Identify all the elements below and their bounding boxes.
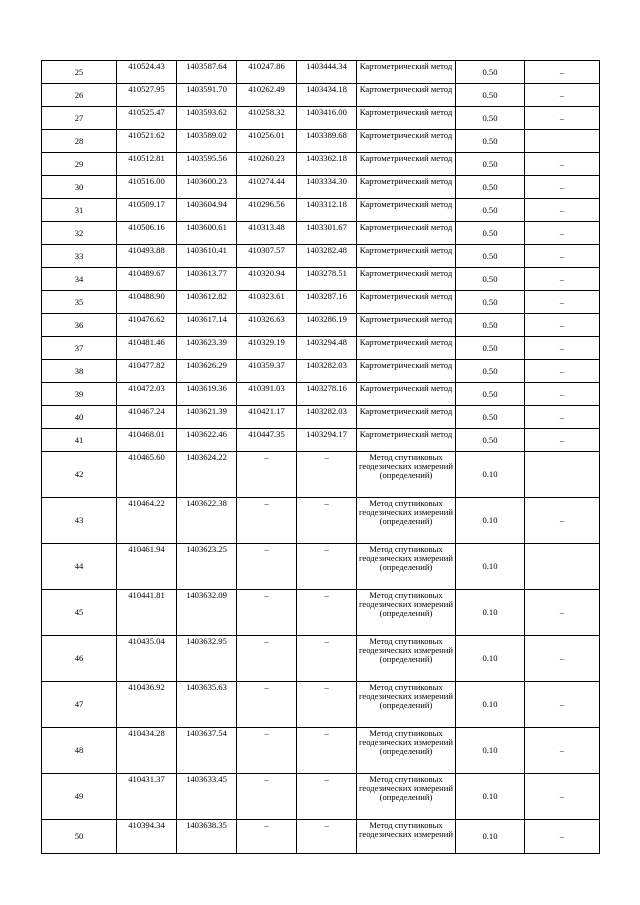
- point-number-cell: 49: [42, 774, 117, 820]
- note-cell: –: [525, 682, 600, 728]
- y-coordinate-cell: 1403610.41: [177, 245, 237, 268]
- accuracy-cell: 0.50: [456, 429, 525, 452]
- note-cell: –: [525, 199, 600, 222]
- method-cell: Метод спутниковых геодезических измерений (определений): [357, 682, 456, 728]
- y-coordinate-cell: 1403635.63: [177, 682, 237, 728]
- table-body: [42, 61, 600, 854]
- accuracy-cell: 0.10: [456, 682, 525, 728]
- x-previous-coordinate-cell: 410296.56: [237, 199, 297, 222]
- accuracy-cell: 0.50: [456, 153, 525, 176]
- note-cell: –: [525, 245, 600, 268]
- y-coordinate-cell: 1403623.39: [177, 337, 237, 360]
- point-number-cell: 29: [42, 153, 117, 176]
- method-cell: Метод спутниковых геодезических измерений (определений): [357, 636, 456, 682]
- table-row: [42, 429, 600, 452]
- method-cell: Метод спутниковых геодезических измерений (определений): [357, 728, 456, 774]
- y-previous-coordinate-cell: 1403282.03: [297, 406, 357, 429]
- y-previous-coordinate-cell: 1403286.19: [297, 314, 357, 337]
- accuracy-cell: 0.50: [456, 314, 525, 337]
- point-number-cell: 45: [42, 590, 117, 636]
- y-previous-coordinate-cell: –: [297, 590, 357, 636]
- accuracy-cell: 0.50: [456, 268, 525, 291]
- y-previous-coordinate-cell: 1403294.17: [297, 429, 357, 452]
- accuracy-cell: 0.50: [456, 199, 525, 222]
- y-previous-coordinate-cell: –: [297, 498, 357, 544]
- point-number-cell: 34: [42, 268, 117, 291]
- accuracy-cell: 0.50: [456, 176, 525, 199]
- table-row: [42, 544, 600, 590]
- accuracy-cell: 0.50: [456, 291, 525, 314]
- note-cell: –: [525, 61, 600, 84]
- x-coordinate-cell: 410441.81: [117, 590, 177, 636]
- accuracy-cell: 0.10: [456, 590, 525, 636]
- x-coordinate-cell: 410493.88: [117, 245, 177, 268]
- y-coordinate-cell: 1403600.23: [177, 176, 237, 199]
- accuracy-cell: 0.10: [456, 636, 525, 682]
- table-row: [42, 820, 600, 854]
- method-cell: Метод спутниковых геодезических измерений (определений): [357, 544, 456, 590]
- x-coordinate-cell: 410488.90: [117, 291, 177, 314]
- method-cell: Картометрический метод: [357, 176, 456, 199]
- point-number-cell: 44: [42, 544, 117, 590]
- x-coordinate-cell: 410464.22: [117, 498, 177, 544]
- y-previous-coordinate-cell: –: [297, 452, 357, 498]
- x-coordinate-cell: 410489.67: [117, 268, 177, 291]
- x-coordinate-cell: 410525.47: [117, 107, 177, 130]
- x-previous-coordinate-cell: 410323.61: [237, 291, 297, 314]
- method-cell: Картометрический метод: [357, 314, 456, 337]
- accuracy-cell: 0.10: [456, 774, 525, 820]
- y-previous-coordinate-cell: –: [297, 820, 357, 854]
- x-coordinate-cell: 410394.34: [117, 820, 177, 854]
- x-previous-coordinate-cell: 410329.19: [237, 337, 297, 360]
- x-coordinate-cell: 410524.43: [117, 61, 177, 84]
- table-row: [42, 130, 600, 153]
- table-row: [42, 245, 600, 268]
- point-number-cell: 39: [42, 383, 117, 406]
- y-coordinate-cell: 1403622.46: [177, 429, 237, 452]
- table-row: [42, 682, 600, 728]
- accuracy-cell: 0.50: [456, 406, 525, 429]
- note-cell: –: [525, 728, 600, 774]
- table-row: [42, 774, 600, 820]
- note-cell: –: [525, 820, 600, 854]
- method-cell: Картометрический метод: [357, 153, 456, 176]
- point-number-cell: 40: [42, 406, 117, 429]
- x-previous-coordinate-cell: 410247.86: [237, 61, 297, 84]
- point-number-cell: 43: [42, 498, 117, 544]
- note-cell: –: [525, 337, 600, 360]
- method-cell: Картометрический метод: [357, 429, 456, 452]
- point-number-cell: 30: [42, 176, 117, 199]
- table-row: [42, 107, 600, 130]
- method-cell: Картометрический метод: [357, 61, 456, 84]
- x-previous-coordinate-cell: 410326.63: [237, 314, 297, 337]
- x-previous-coordinate-cell: –: [237, 590, 297, 636]
- point-number-cell: 41: [42, 429, 117, 452]
- y-coordinate-cell: 1403623.25: [177, 544, 237, 590]
- accuracy-cell: 0.50: [456, 383, 525, 406]
- x-previous-coordinate-cell: –: [237, 544, 297, 590]
- x-previous-coordinate-cell: 410320.94: [237, 268, 297, 291]
- x-previous-coordinate-cell: –: [237, 774, 297, 820]
- note-cell: –: [525, 590, 600, 636]
- note-cell: –: [525, 360, 600, 383]
- point-number-cell: 48: [42, 728, 117, 774]
- y-coordinate-cell: 1403622.38: [177, 498, 237, 544]
- y-previous-coordinate-cell: 1403416.00: [297, 107, 357, 130]
- accuracy-cell: 0.10: [456, 498, 525, 544]
- accuracy-cell: 0.10: [456, 544, 525, 590]
- method-cell: Картометрический метод: [357, 337, 456, 360]
- x-previous-coordinate-cell: –: [237, 820, 297, 854]
- y-coordinate-cell: 1403589.02: [177, 130, 237, 153]
- x-previous-coordinate-cell: 410258.32: [237, 107, 297, 130]
- note-cell: –: [525, 774, 600, 820]
- point-number-cell: 42: [42, 452, 117, 498]
- point-number-cell: 38: [42, 360, 117, 383]
- y-previous-coordinate-cell: –: [297, 682, 357, 728]
- coordinates-table: [41, 60, 600, 854]
- y-coordinate-cell: 1403621.39: [177, 406, 237, 429]
- method-cell: Метод спутниковых геодезических измерений (определений): [357, 498, 456, 544]
- x-coordinate-cell: 410509.17: [117, 199, 177, 222]
- x-coordinate-cell: 410465.60: [117, 452, 177, 498]
- x-coordinate-cell: 410527.95: [117, 84, 177, 107]
- note-cell: [525, 130, 600, 153]
- x-previous-coordinate-cell: 410421.17: [237, 406, 297, 429]
- x-previous-coordinate-cell: 410359.37: [237, 360, 297, 383]
- point-number-cell: 27: [42, 107, 117, 130]
- table-row: [42, 636, 600, 682]
- y-previous-coordinate-cell: 1403444.34: [297, 61, 357, 84]
- point-number-cell: 33: [42, 245, 117, 268]
- method-cell: Картометрический метод: [357, 199, 456, 222]
- y-previous-coordinate-cell: 1403294.48: [297, 337, 357, 360]
- point-number-cell: 32: [42, 222, 117, 245]
- x-previous-coordinate-cell: 410447.35: [237, 429, 297, 452]
- table-row: [42, 383, 600, 406]
- accuracy-cell: 0.50: [456, 84, 525, 107]
- accuracy-cell: 0.50: [456, 337, 525, 360]
- method-cell: Картометрический метод: [357, 130, 456, 153]
- note-cell: –: [525, 153, 600, 176]
- accuracy-cell: 0.50: [456, 222, 525, 245]
- point-number-cell: 28: [42, 130, 117, 153]
- accuracy-cell: 0.10: [456, 728, 525, 774]
- x-coordinate-cell: 410435.04: [117, 636, 177, 682]
- method-cell: Метод спутниковых геодезических измерений (определений): [357, 774, 456, 820]
- y-coordinate-cell: 1403613.77: [177, 268, 237, 291]
- x-previous-coordinate-cell: 410274.44: [237, 176, 297, 199]
- y-coordinate-cell: 1403600.61: [177, 222, 237, 245]
- y-coordinate-cell: 1403633.45: [177, 774, 237, 820]
- x-previous-coordinate-cell: 410260.23: [237, 153, 297, 176]
- accuracy-cell: 0.50: [456, 130, 525, 153]
- note-cell: –: [525, 498, 600, 544]
- note-cell: –: [525, 176, 600, 199]
- method-cell: Картометрический метод: [357, 268, 456, 291]
- x-previous-coordinate-cell: –: [237, 498, 297, 544]
- y-previous-coordinate-cell: –: [297, 728, 357, 774]
- point-number-cell: 50: [42, 820, 117, 854]
- table-row: [42, 153, 600, 176]
- table-row: [42, 406, 600, 429]
- x-coordinate-cell: 410477.82: [117, 360, 177, 383]
- y-previous-coordinate-cell: 1403278.16: [297, 383, 357, 406]
- note-cell: –: [525, 107, 600, 130]
- x-coordinate-cell: 410467.24: [117, 406, 177, 429]
- table-row: [42, 61, 600, 84]
- note-cell: –: [525, 314, 600, 337]
- x-coordinate-cell: 410521.62: [117, 130, 177, 153]
- x-coordinate-cell: 410472.03: [117, 383, 177, 406]
- table-row: [42, 337, 600, 360]
- y-previous-coordinate-cell: 1403287.16: [297, 291, 357, 314]
- accuracy-cell: 0.10: [456, 820, 525, 854]
- y-previous-coordinate-cell: –: [297, 636, 357, 682]
- note-cell: –: [525, 222, 600, 245]
- x-coordinate-cell: 410434.28: [117, 728, 177, 774]
- y-coordinate-cell: 1403626.29: [177, 360, 237, 383]
- y-previous-coordinate-cell: –: [297, 774, 357, 820]
- table-row: [42, 360, 600, 383]
- table-row: [42, 314, 600, 337]
- y-previous-coordinate-cell: 1403312.18: [297, 199, 357, 222]
- x-previous-coordinate-cell: 410307.57: [237, 245, 297, 268]
- point-number-cell: 46: [42, 636, 117, 682]
- method-cell: Картометрический метод: [357, 222, 456, 245]
- point-number-cell: 36: [42, 314, 117, 337]
- y-previous-coordinate-cell: 1403278.51: [297, 268, 357, 291]
- y-previous-coordinate-cell: 1403282.48: [297, 245, 357, 268]
- y-previous-coordinate-cell: 1403362.18: [297, 153, 357, 176]
- x-previous-coordinate-cell: –: [237, 636, 297, 682]
- table-row: [42, 728, 600, 774]
- method-cell: Картометрический метод: [357, 406, 456, 429]
- note-cell: –: [525, 268, 600, 291]
- note-cell: –: [525, 406, 600, 429]
- x-coordinate-cell: 410512.81: [117, 153, 177, 176]
- x-coordinate-cell: 410506.16: [117, 222, 177, 245]
- point-number-cell: 26: [42, 84, 117, 107]
- y-coordinate-cell: 1403619.36: [177, 383, 237, 406]
- note-cell: [525, 544, 600, 590]
- x-previous-coordinate-cell: –: [237, 728, 297, 774]
- method-cell: Картометрический метод: [357, 84, 456, 107]
- accuracy-cell: 0.50: [456, 107, 525, 130]
- x-coordinate-cell: 410468.01: [117, 429, 177, 452]
- y-coordinate-cell: 1403591.70: [177, 84, 237, 107]
- note-cell: –: [525, 383, 600, 406]
- x-previous-coordinate-cell: –: [237, 452, 297, 498]
- table-row: [42, 452, 600, 498]
- note-cell: –: [525, 291, 600, 314]
- method-cell: Картометрический метод: [357, 107, 456, 130]
- y-coordinate-cell: 1403632.95: [177, 636, 237, 682]
- table-row: [42, 84, 600, 107]
- y-coordinate-cell: 1403593.62: [177, 107, 237, 130]
- table-row: [42, 199, 600, 222]
- method-cell: Метод спутниковых геодезических измерений (определений): [357, 452, 456, 498]
- y-coordinate-cell: 1403587.64: [177, 61, 237, 84]
- note-cell: –: [525, 84, 600, 107]
- point-number-cell: 37: [42, 337, 117, 360]
- x-coordinate-cell: 410436.92: [117, 682, 177, 728]
- y-coordinate-cell: 1403617.14: [177, 314, 237, 337]
- method-cell: Метод спутниковых геодезических измерений (определений): [357, 590, 456, 636]
- table-row: [42, 222, 600, 245]
- table-row: [42, 291, 600, 314]
- x-coordinate-cell: 410431.37: [117, 774, 177, 820]
- x-previous-coordinate-cell: –: [237, 682, 297, 728]
- method-cell: Картометрический метод: [357, 360, 456, 383]
- point-number-cell: 35: [42, 291, 117, 314]
- table-row: [42, 590, 600, 636]
- y-previous-coordinate-cell: 1403389.68: [297, 130, 357, 153]
- x-previous-coordinate-cell: 410391.03: [237, 383, 297, 406]
- y-coordinate-cell: 1403638.35: [177, 820, 237, 854]
- point-number-cell: 31: [42, 199, 117, 222]
- method-cell: Картометрический метод: [357, 245, 456, 268]
- note-cell: –: [525, 429, 600, 452]
- y-coordinate-cell: 1403637.54: [177, 728, 237, 774]
- method-cell: Картометрический метод: [357, 383, 456, 406]
- y-previous-coordinate-cell: 1403282.03: [297, 360, 357, 383]
- point-number-cell: 25: [42, 61, 117, 84]
- accuracy-cell: 0.50: [456, 360, 525, 383]
- note-cell: –: [525, 636, 600, 682]
- y-previous-coordinate-cell: –: [297, 544, 357, 590]
- y-previous-coordinate-cell: 1403334.30: [297, 176, 357, 199]
- x-coordinate-cell: 410481.46: [117, 337, 177, 360]
- x-coordinate-cell: 410461.94: [117, 544, 177, 590]
- method-cell: Метод спутниковых геодезических измерений: [357, 820, 456, 854]
- x-previous-coordinate-cell: 410262.49: [237, 84, 297, 107]
- table-row: [42, 498, 600, 544]
- y-coordinate-cell: 1403624.22: [177, 452, 237, 498]
- table-row: [42, 176, 600, 199]
- accuracy-cell: 0.10: [456, 452, 525, 498]
- y-previous-coordinate-cell: 1403301.67: [297, 222, 357, 245]
- y-coordinate-cell: 1403604.94: [177, 199, 237, 222]
- x-previous-coordinate-cell: 410313.48: [237, 222, 297, 245]
- y-coordinate-cell: 1403632.09: [177, 590, 237, 636]
- accuracy-cell: 0.50: [456, 245, 525, 268]
- point-number-cell: 47: [42, 682, 117, 728]
- y-coordinate-cell: 1403595.56: [177, 153, 237, 176]
- x-previous-coordinate-cell: 410256.01: [237, 130, 297, 153]
- accuracy-cell: 0.50: [456, 61, 525, 84]
- note-cell: [525, 452, 600, 498]
- y-coordinate-cell: 1403612.82: [177, 291, 237, 314]
- table-row: [42, 268, 600, 291]
- coordinates-table-page: [41, 60, 599, 854]
- method-cell: Картометрический метод: [357, 291, 456, 314]
- y-previous-coordinate-cell: 1403434.18: [297, 84, 357, 107]
- x-coordinate-cell: 410516.00: [117, 176, 177, 199]
- x-coordinate-cell: 410476.62: [117, 314, 177, 337]
